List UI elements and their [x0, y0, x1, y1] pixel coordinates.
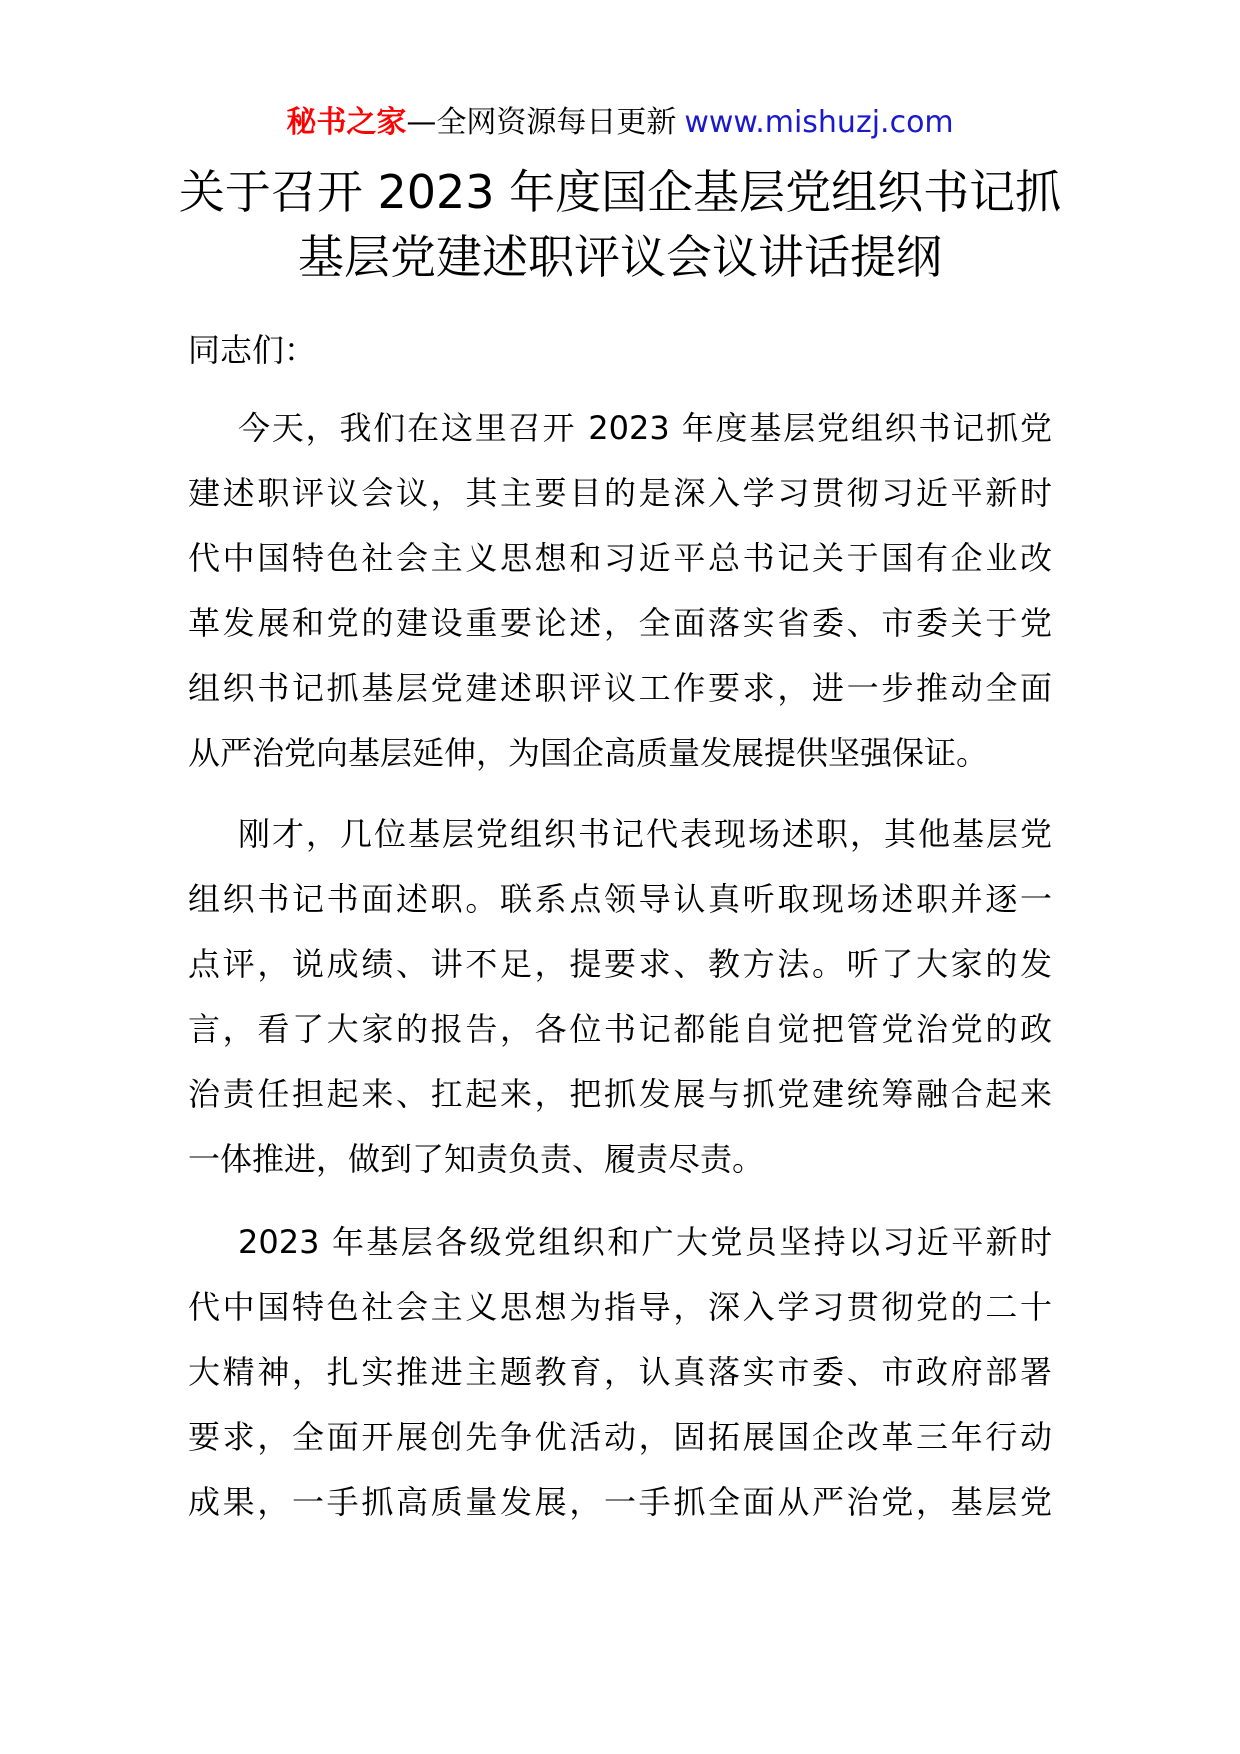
- paragraph-line: 今天，我们在这里召开 2023 年度基层党组织书记抓党: [238, 409, 1052, 447]
- brand-name: 秘书之家: [286, 105, 407, 140]
- paragraph-line: 革发展和党的建设重要论述，全面落实省委、市委关于党: [188, 604, 1052, 642]
- paragraph-line: 代中国特色社会主义思想和习近平总书记关于国有企业改: [188, 539, 1052, 577]
- document-title-line-2: 基层党建述职评议会议讲话提纲: [298, 230, 942, 284]
- body-paragraph-1: [188, 396, 1052, 786]
- body-paragraph-3: [188, 1210, 1052, 1535]
- paragraph-line: 组织书记抓基层党建述职评议工作要求，进一步推动全面: [188, 669, 1052, 707]
- brand-tagline: —全网资源每日更新: [406, 105, 677, 140]
- site-header: [0, 103, 1240, 143]
- paragraph-line: 组织书记书面述职。联系点领导认真听取现场述职并逐一: [188, 880, 1052, 918]
- site-url: www.mishuzj.com: [684, 105, 954, 140]
- paragraph-line: 大精神，扎实推进主题教育，认真落实市委、市政府部署: [188, 1353, 1052, 1391]
- paragraph-line: 建述职评议会议，其主要目的是深入学习贯彻习近平新时: [188, 474, 1052, 512]
- paragraph-line: 从严治党向基层延伸，为国企高质量发展提供坚强保证。: [188, 734, 989, 772]
- paragraph-line: 2023 年基层各级党组织和广大党员坚持以习近平新时: [238, 1223, 1052, 1261]
- paragraph-line: 成果，一手抓高质量发展，一手抓全面从严治党，基层党: [188, 1483, 1052, 1521]
- paragraph-line: 治责任担起来、扛起来，把抓发展与抓党建统筹融合起来: [188, 1075, 1052, 1113]
- paragraph-line: 刚才，几位基层党组织书记代表现场述职，其他基层党: [238, 815, 1052, 853]
- paragraph-line: 代中国特色社会主义思想为指导，深入学习贯彻党的二十: [188, 1288, 1052, 1326]
- document-title-line-1: 关于召开 2023 年度国企基层党组织书记抓: [178, 165, 1062, 219]
- paragraph-line: 要求，全面开展创先争优活动，固拓展国企改革三年行动: [188, 1418, 1052, 1456]
- paragraph-line: 一体推进，做到了知责负责、履责尽责。: [188, 1140, 765, 1178]
- paragraph-line: 言，看了大家的报告，各位书记都能自觉把管党治党的政: [188, 1010, 1052, 1048]
- paragraph-line: 点评，说成绩、讲不足，提要求、教方法。听了大家的发: [188, 945, 1052, 983]
- body-paragraph-2: [188, 802, 1052, 1192]
- salutation: 同志们：: [188, 331, 317, 369]
